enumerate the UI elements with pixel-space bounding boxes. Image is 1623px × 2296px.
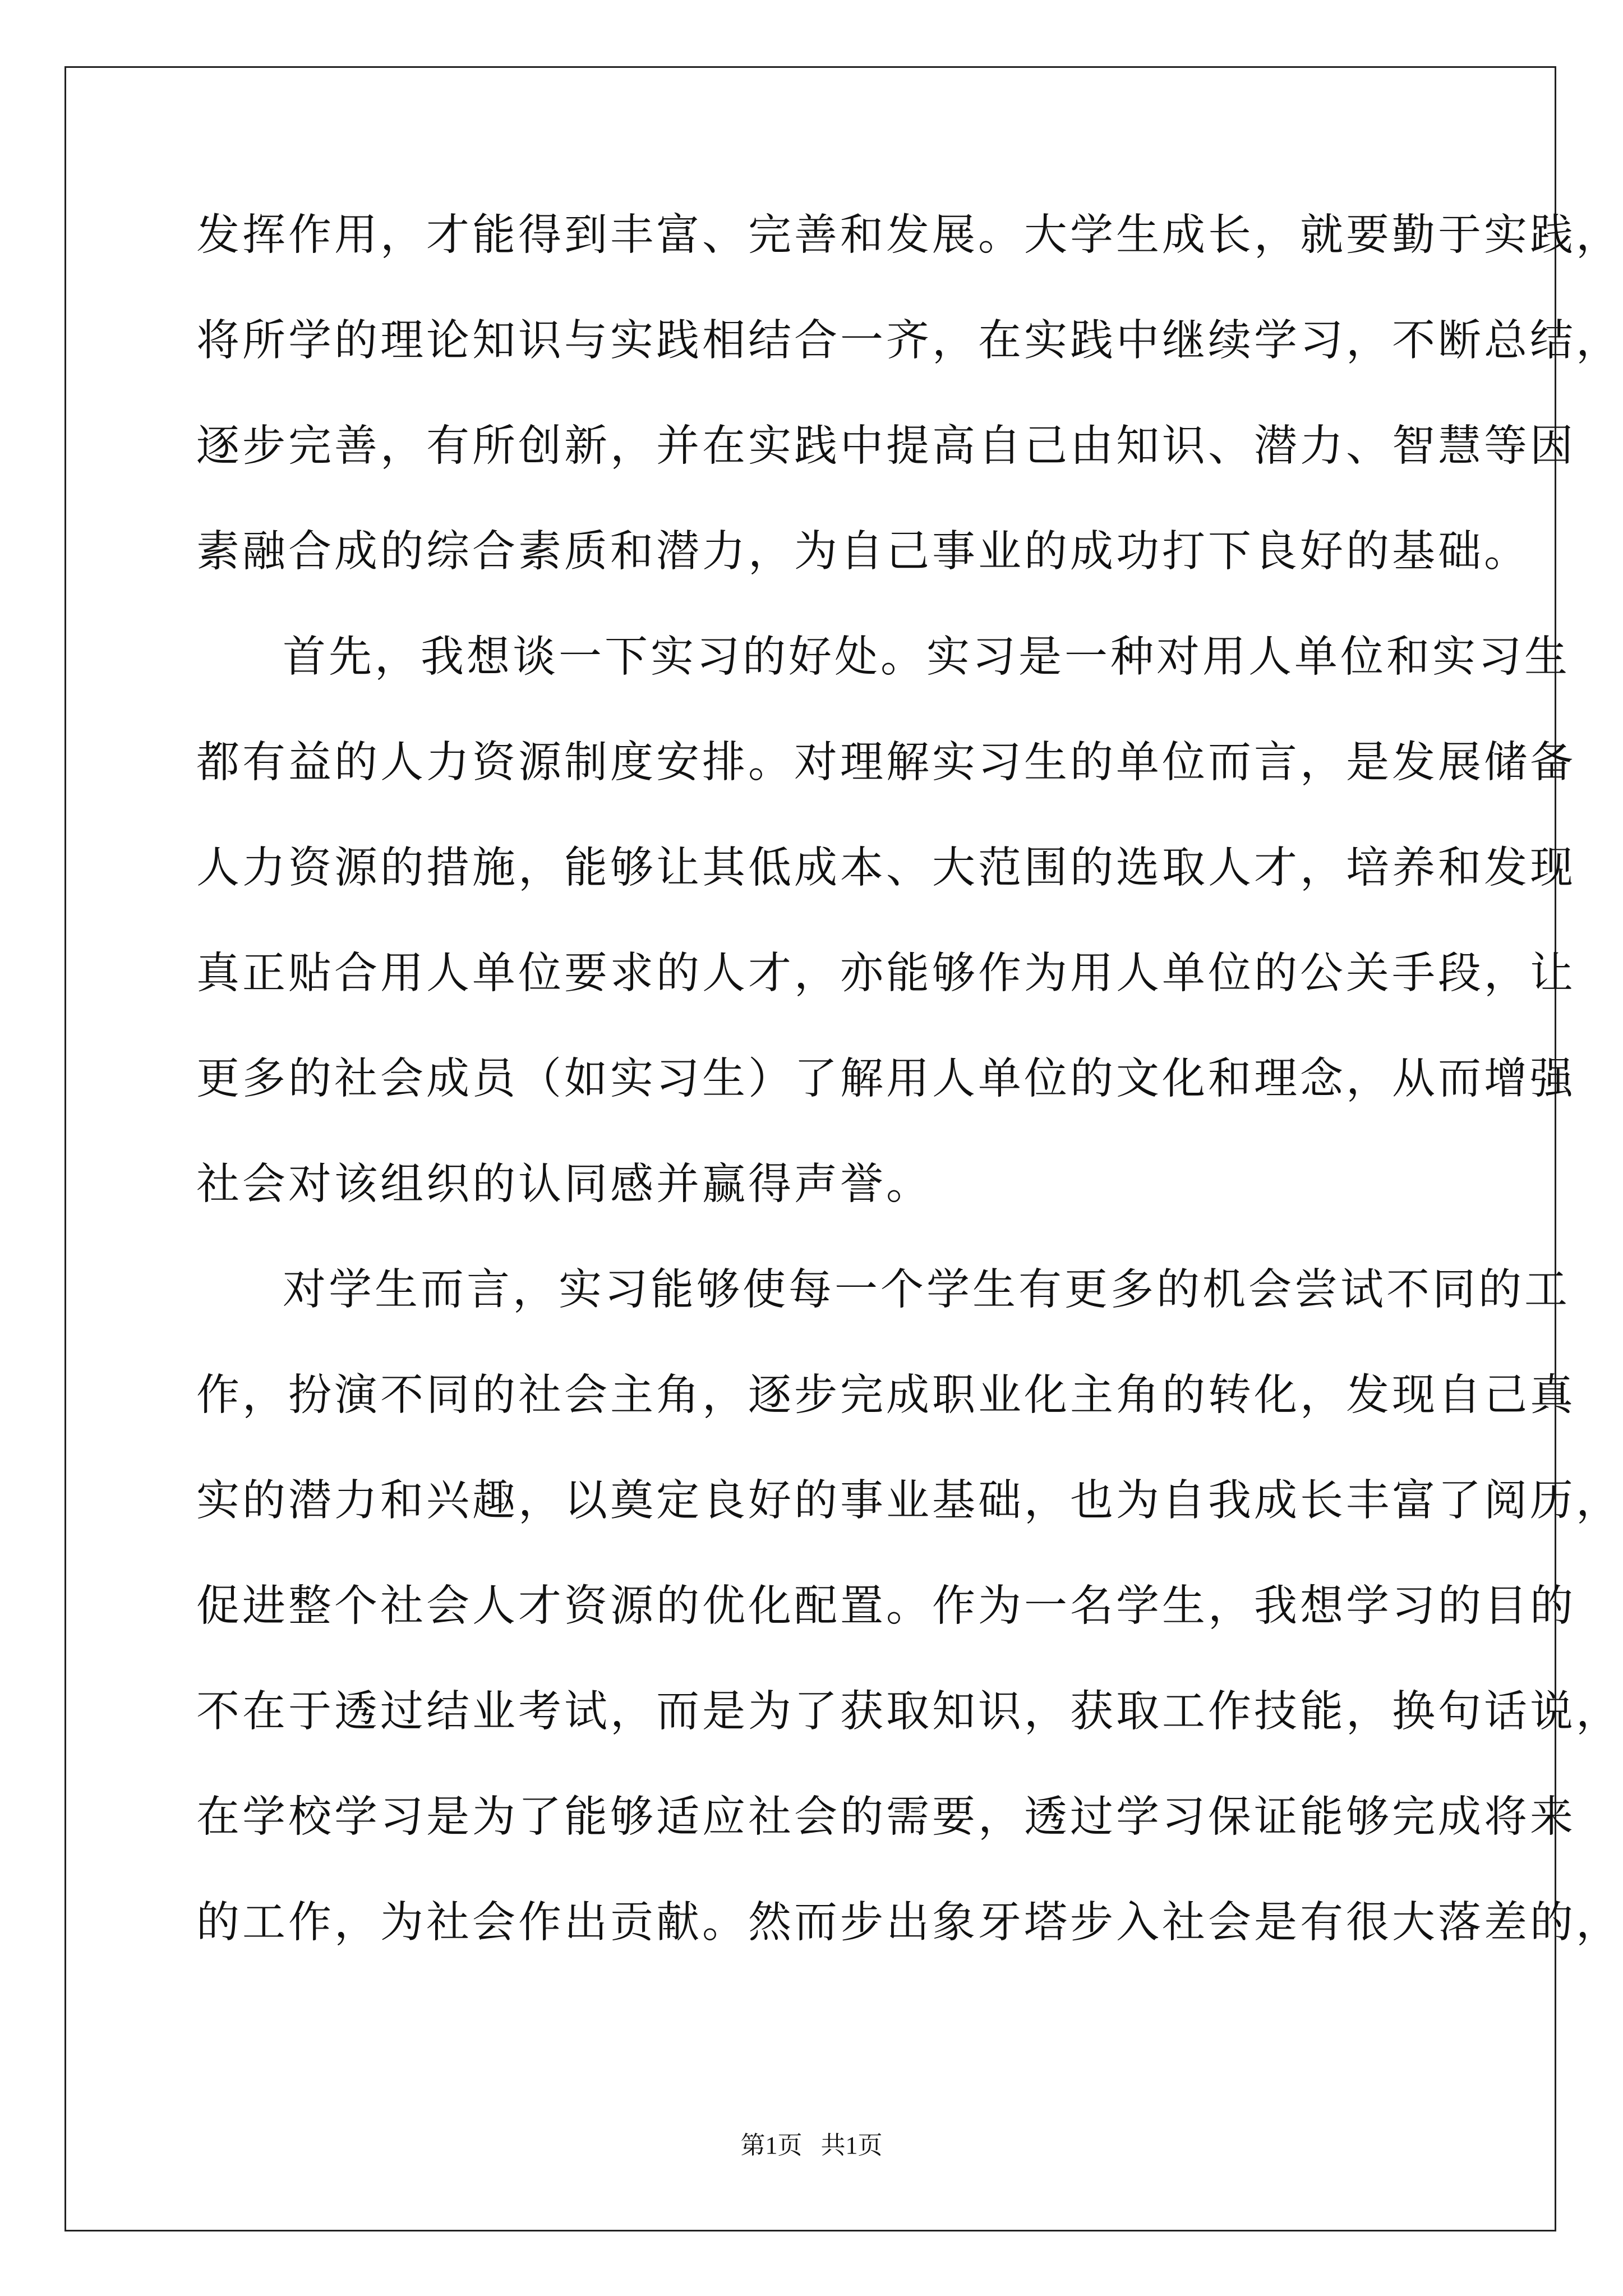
text-line: 都有益的人力资源制度安排。对理解实习生的单位而言，是发展储备 xyxy=(196,738,1576,788)
page-footer: 第1页 共1页 xyxy=(740,2132,883,2159)
text-line: 将所学的理论知识与实践相结合一齐，在实践中继续学习，不断总结， xyxy=(196,316,1622,366)
paragraph-first-line: 对学生而言，实习能够使每一个学生有更多的机会尝试不同的工 xyxy=(283,1265,1570,1315)
text-line: 更多的社会成员（如实习生）了解用人单位的文化和理念，从而增强 xyxy=(196,1054,1576,1104)
text-line: 实的潜力和兴趣，以奠定良好的事业基础，也为自我成长丰富了阅历， xyxy=(196,1476,1622,1526)
paragraph-first-line: 首先，我想谈一下实习的好处。实习是一种对用人单位和实习生 xyxy=(283,632,1570,682)
text-line: 发挥作用，才能得到丰富、完善和发展。大学生成长，就要勤于实践， xyxy=(196,210,1622,260)
text-line: 素融合成的综合素质和潜力，为自己事业的成功打下良好的基础。 xyxy=(196,527,1530,577)
text-line: 逐步完善，有所创新，并在实践中提高自己由知识、潜力、智慧等因 xyxy=(196,421,1576,471)
text-line: 促进整个社会人才资源的优化配置。作为一名学生，我想学习的目的 xyxy=(196,1581,1576,1631)
text-line: 在学校学习是为了能够适应社会的需要，透过学习保证能够完成将来 xyxy=(196,1792,1576,1842)
text-line: 的工作，为社会作出贡献。然而步出象牙塔步入社会是有很大落差的， xyxy=(196,1898,1622,1948)
text-line: 不在于透过结业考试，而是为了获取知识，获取工作技能，换句话说， xyxy=(196,1687,1622,1737)
text-line: 社会对该组织的认同感并赢得声誉。 xyxy=(196,1159,932,1209)
text-line: 作，扮演不同的社会主角，逐步完成职业化主角的转化，发现自己真 xyxy=(196,1370,1576,1420)
text-line: 人力资源的措施，能够让其低成本、大范围的选取人才，培养和发现 xyxy=(196,843,1576,893)
text-line: 真正贴合用人单位要求的人才，亦能够作为用人单位的公关手段，让 xyxy=(196,949,1576,999)
document-body xyxy=(196,208,1622,2000)
